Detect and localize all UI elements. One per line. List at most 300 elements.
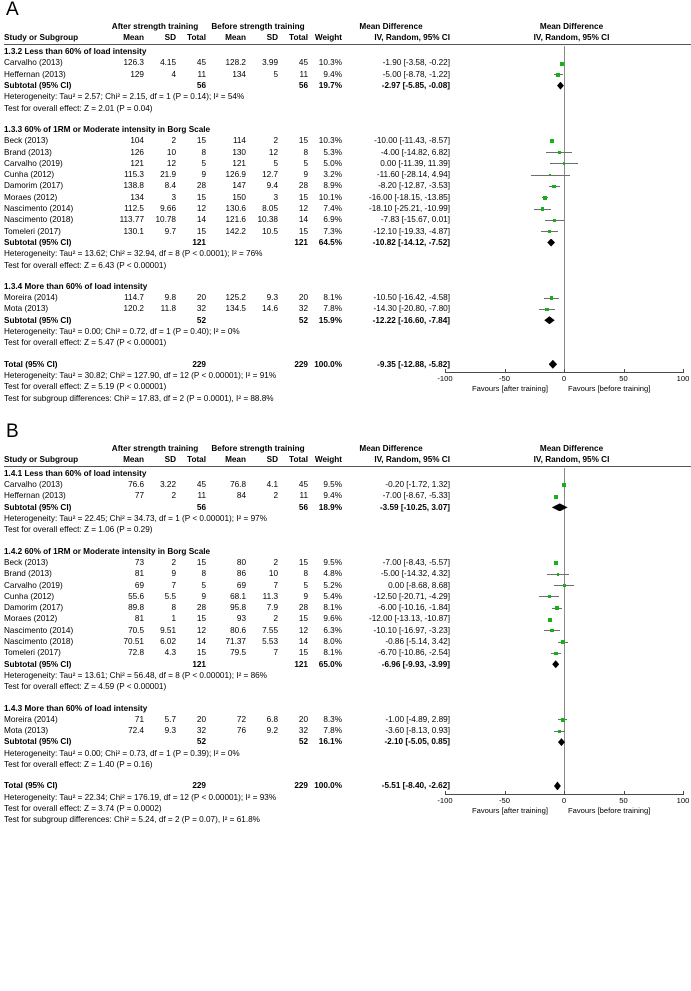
- subgroup-heterogeneity: Heterogeneity: Tau² = 2.57; Chi² = 2.15, df = 1 (P = 0.14); I² = 54%: [4, 92, 245, 102]
- study-total-before: 9: [303, 170, 308, 180]
- subgroup-overall-effect: Test for overall effect: Z = 1.06 (P = 0.29): [4, 525, 153, 535]
- study-sd-before: 10.5: [262, 226, 278, 236]
- table-row: [0, 32, 691, 44]
- study-name: Nascimento (2014): [4, 625, 74, 635]
- study-mean-after: 89.8: [128, 603, 144, 613]
- table-row: [0, 381, 691, 392]
- study-mean-after: 81: [134, 614, 144, 624]
- study-total-before: 11: [299, 491, 308, 501]
- study-sd-before: 7.55: [262, 625, 278, 635]
- table-row: [0, 814, 691, 825]
- study-weight: 9.4%: [323, 491, 342, 501]
- study-weight: 8.1%: [323, 648, 342, 658]
- table-row: [0, 214, 691, 225]
- study-total-after: 5: [201, 158, 206, 168]
- study-name: Cunha (2012): [4, 170, 55, 180]
- table-row: [0, 748, 691, 759]
- study-total-before: 28: [298, 603, 308, 613]
- header-effect-ci: IV, Random, 95% CI: [374, 454, 450, 464]
- study-mean-before: 134: [232, 69, 246, 79]
- subgroup-heading: 1.4.1 Less than 60% of load intensity: [4, 468, 147, 478]
- study-sd-after: 5.7: [164, 714, 176, 724]
- subgroup-heading: 1.4.3 More than 60% of load intensity: [4, 703, 148, 713]
- subgroup-heading: 1.3.2 Less than 60% of load intensity: [4, 47, 147, 57]
- study-sd-before: 14.6: [262, 304, 278, 314]
- study-effect-ci: -8.20 [-12.87, -3.53]: [378, 181, 450, 191]
- header-plot-effect-ci: IV, Random, 95% CI: [533, 454, 610, 464]
- study-weight: 6.9%: [323, 215, 342, 225]
- study-mean-after: 121: [130, 158, 144, 168]
- study-sd-after: 2: [171, 557, 176, 567]
- study-name: Nascimento (2018): [4, 637, 74, 647]
- panel-gap: [0, 408, 691, 422]
- study-total-after: 20: [196, 293, 206, 303]
- x-axis-tick-label: -50: [499, 795, 510, 805]
- study-total-after: 8: [201, 569, 206, 579]
- study-effect-ci: -4.00 [-14.82, 6.82]: [380, 147, 450, 157]
- study-weight: 5.3%: [323, 147, 342, 157]
- subtotal-effect-ci: -2.97 [-5.85, -0.08]: [381, 81, 450, 90]
- study-total-after: 9: [201, 591, 206, 601]
- study-total-before: 8: [303, 569, 308, 579]
- study-weight: 8.1%: [323, 603, 342, 613]
- subgroup-heterogeneity: Heterogeneity: Tau² = 0.00; Chi² = 0.73, df = 1 (P = 0.39); I² = 0%: [4, 748, 240, 758]
- study-total-after: 9: [201, 170, 206, 180]
- study-name: Moraes (2012): [4, 192, 58, 202]
- study-name: Beck (2013): [4, 557, 49, 567]
- study-total-after: 11: [197, 69, 206, 79]
- header-study-or-subgroup: Study or Subgroup: [4, 33, 79, 42]
- study-total-before: 32: [298, 726, 308, 736]
- study-weight: 7.4%: [323, 204, 342, 213]
- study-effect-ci: -1.00 [-4.89, 2.89]: [385, 714, 450, 724]
- study-mean-before: 86: [236, 569, 246, 579]
- header-group-after: After strength training: [111, 22, 199, 31]
- study-effect-ci: -14.30 [-20.80, -7.80]: [373, 304, 450, 314]
- study-sd-before: 6.8: [266, 714, 278, 724]
- study-sd-before: 7: [273, 648, 278, 658]
- table-row: [0, 524, 691, 535]
- header-sd-before: SD: [266, 33, 278, 42]
- header-total-before: Total: [289, 454, 308, 464]
- study-mean-after: 104: [130, 136, 144, 146]
- study-mean-before: 126.9: [225, 170, 246, 180]
- study-mean-after: 134: [130, 192, 144, 202]
- study-mean-before: 71.37: [225, 637, 246, 647]
- study-total-before: 12: [298, 625, 308, 635]
- study-name: Heffernan (2013): [4, 491, 66, 501]
- table-row: [0, 636, 691, 647]
- study-sd-before: 2: [273, 557, 278, 567]
- study-sd-before: 7.9: [266, 603, 278, 613]
- subtotal-label: Subtotal (95% CI): [4, 737, 72, 747]
- header-mean-before: Mean: [225, 454, 246, 464]
- table-row: [0, 315, 691, 326]
- study-sd-before: 2: [273, 614, 278, 624]
- study-sd-after: 5.5: [164, 591, 176, 601]
- study-effect-ci: -6.00 [-10.16, -1.84]: [378, 603, 450, 613]
- table-row: [0, 147, 691, 158]
- study-name: Nascimento (2014): [4, 204, 74, 213]
- study-total-before: 15: [298, 614, 308, 624]
- study-mean-after: 81: [134, 569, 144, 579]
- subtotal-total-after: 121: [192, 237, 206, 247]
- table-row: [0, 591, 691, 602]
- subtotal-effect-ci: -12.22 [-16.60, -7.84]: [372, 315, 450, 325]
- study-effect-ci: -1.90 [-3.58, -0.22]: [382, 58, 450, 68]
- study-mean-after: 69: [134, 580, 144, 590]
- table-row: [0, 80, 691, 91]
- subtotal-total-after: 56: [196, 502, 206, 512]
- study-weight: 8.9%: [323, 181, 342, 191]
- table-row: [0, 443, 691, 454]
- panel-a: [0, 0, 691, 408]
- study-total-before: 45: [298, 58, 308, 68]
- study-total-before: 15: [298, 557, 308, 567]
- forest-table-b: [0, 443, 691, 830]
- subtotal-total-before: 121: [294, 237, 308, 247]
- subgroup-overall-effect: Test for overall effect: Z = 5.47 (P < 0.00001): [4, 338, 167, 348]
- study-name: Brand (2013): [4, 569, 52, 579]
- total-total-before: 229: [294, 781, 308, 791]
- study-mean-after: 70.5: [128, 625, 144, 635]
- study-name: Brand (2013): [4, 147, 52, 157]
- table-row: [0, 647, 691, 658]
- study-total-before: 15: [298, 192, 308, 202]
- x-axis-tick-label: 100: [676, 795, 690, 805]
- study-mean-after: 115.3: [124, 170, 144, 180]
- header-effect-ci: IV, Random, 95% CI: [374, 33, 450, 42]
- study-total-before: 15: [298, 648, 308, 658]
- study-sd-before: 4.1: [266, 480, 278, 490]
- study-sd-after: 9.66: [160, 204, 176, 213]
- study-sd-after: 6.02: [160, 637, 176, 647]
- header-weight: Weight: [314, 454, 342, 464]
- study-mean-before: 130: [232, 147, 246, 157]
- study-weight: 3.2%: [323, 170, 342, 180]
- study-mean-after: 76.6: [128, 480, 144, 490]
- table-row: [0, 271, 691, 281]
- study-total-before: 15: [298, 136, 308, 146]
- table-row: [0, 248, 691, 259]
- study-total-after: 11: [197, 491, 206, 501]
- subgroup-heterogeneity: Heterogeneity: Tau² = 13.61; Chi² = 56.48, df = 8 (P < 0.00001); I² = 86%: [4, 670, 268, 680]
- study-name: Tomeleri (2017): [4, 226, 61, 236]
- study-weight: 7.3%: [323, 226, 342, 236]
- study-total-after: 12: [196, 625, 206, 635]
- study-total-after: 15: [196, 136, 206, 146]
- study-effect-ci: -10.10 [-16.97, -3.23]: [373, 625, 450, 635]
- study-sd-before: 9.2: [266, 726, 278, 736]
- total-total-before: 229: [294, 359, 308, 369]
- study-sd-before: 9.4: [266, 181, 278, 191]
- table-row: [0, 192, 691, 203]
- table-row: [0, 670, 691, 681]
- study-sd-after: 12: [166, 158, 176, 168]
- study-sd-before: 3: [273, 192, 278, 202]
- subtotal-weight: 16.1%: [318, 737, 342, 747]
- study-weight: 10.3%: [318, 58, 342, 68]
- favours-left-label: Favours [after training]: [472, 805, 548, 815]
- study-effect-ci: -10.00 [-11.43, -8.57]: [374, 136, 450, 146]
- study-sd-before: 11.3: [262, 591, 278, 601]
- study-weight: 5.2%: [323, 580, 342, 590]
- table-row: [0, 502, 691, 513]
- subtotal-label: Subtotal (95% CI): [4, 237, 72, 247]
- study-total-before: 32: [298, 304, 308, 314]
- study-total-after: 15: [196, 192, 206, 202]
- subgroup-overall-effect: Test for overall effect: Z = 2.01 (P = 0.04): [4, 103, 153, 113]
- table-row: [0, 513, 691, 524]
- study-sd-before: 12: [268, 147, 278, 157]
- table-row: [0, 69, 691, 80]
- favours-right-label: Favours [before training]: [568, 383, 651, 393]
- study-weight: 5.0%: [323, 158, 342, 168]
- study-mean-after: 70.51: [123, 637, 144, 647]
- study-total-after: 15: [196, 226, 206, 236]
- study-total-before: 14: [298, 637, 308, 647]
- table-row: [0, 114, 691, 124]
- total-overall-effect: Test for overall effect: Z = 5.19 (P < 0.00001): [4, 382, 167, 392]
- table-row: [0, 557, 691, 568]
- study-mean-before: 79.5: [230, 648, 246, 658]
- total-label: Total (95% CI): [4, 781, 58, 791]
- total-weight: 100.0%: [314, 781, 342, 791]
- study-name: Mota (2013): [4, 304, 49, 314]
- study-total-after: 12: [196, 204, 206, 213]
- study-effect-ci: -5.00 [-14.32, 4.32]: [380, 569, 450, 579]
- study-name: Tomeleri (2017): [4, 648, 61, 658]
- subtotal-effect-ci: -3.59 [-10.25, 3.07]: [379, 502, 450, 512]
- table-row: [0, 292, 691, 303]
- study-sd-after: 8.4: [164, 181, 176, 191]
- study-total-after: 32: [196, 726, 206, 736]
- study-sd-after: 21.9: [160, 170, 176, 180]
- study-mean-before: 95.8: [230, 603, 246, 613]
- study-effect-ci: -12.50 [-20.71, -4.29]: [373, 591, 450, 601]
- subgroup-heading: 1.4.2 60% of 1RM or Moderate intensity in Borg Scale: [4, 546, 211, 556]
- header-mean-difference: Mean Difference: [359, 443, 423, 453]
- study-mean-after: 138.8: [123, 181, 144, 191]
- study-mean-before: 68.1: [230, 591, 246, 601]
- panel-letter-a: A: [6, 0, 19, 20]
- study-effect-ci: -12.10 [-19.33, -4.87]: [373, 226, 450, 236]
- subtotal-effect-ci: -2.10 [-5.05, 0.85]: [384, 737, 450, 747]
- header-group-before: Before strength training: [211, 443, 305, 453]
- study-weight: 6.3%: [323, 625, 342, 635]
- study-total-after: 15: [196, 648, 206, 658]
- table-row: [0, 326, 691, 337]
- study-name: Beck (2013): [4, 136, 49, 146]
- study-name: Moreira (2014): [4, 714, 58, 724]
- total-label: Total (95% CI): [4, 359, 58, 369]
- subtotal-total-after: 52: [196, 737, 206, 747]
- study-sd-after: 10.78: [155, 215, 176, 225]
- study-total-before: 45: [298, 480, 308, 490]
- study-total-after: 5: [201, 580, 206, 590]
- study-sd-after: 2: [171, 136, 176, 146]
- table-row: [0, 281, 691, 292]
- study-total-before: 5: [303, 580, 308, 590]
- study-weight: 8.1%: [323, 293, 342, 303]
- subtotal-weight: 15.9%: [318, 315, 342, 325]
- study-weight: 9.5%: [323, 557, 342, 567]
- table-row: [0, 693, 691, 703]
- subgroup-heterogeneity: Heterogeneity: Tau² = 13.62; Chi² = 32.94, df = 8 (P < 0.0001); I² = 76%: [4, 249, 263, 259]
- study-name: Carvalho (2019): [4, 158, 63, 168]
- study-sd-after: 10: [166, 147, 176, 157]
- study-sd-before: 5: [273, 158, 278, 168]
- study-mean-before: 84: [236, 491, 246, 501]
- header-weight: Weight: [314, 33, 342, 42]
- subtotal-label: Subtotal (95% CI): [4, 502, 72, 512]
- study-total-before: 5: [303, 158, 308, 168]
- subgroup-overall-effect: Test for overall effect: Z = 4.59 (P < 0.00001): [4, 682, 167, 692]
- x-axis-tick-label: 50: [619, 795, 628, 805]
- study-total-before: 9: [303, 591, 308, 601]
- study-total-before: 11: [299, 69, 308, 79]
- study-total-after: 15: [196, 557, 206, 567]
- subtotal-weight: 64.5%: [318, 237, 342, 247]
- subtotal-weight: 19.7%: [318, 81, 342, 90]
- study-mean-after: 129: [130, 69, 144, 79]
- study-mean-before: 93: [236, 614, 246, 624]
- table-row: [0, 454, 691, 466]
- study-total-after: 14: [196, 215, 206, 225]
- subtotal-weight: 65.0%: [318, 659, 342, 669]
- study-total-after: 14: [196, 637, 206, 647]
- total-overall-effect: Test for overall effect: Z = 3.74 (P = 0.0002): [4, 803, 162, 813]
- study-sd-before: 5.53: [262, 637, 278, 647]
- study-total-before: 8: [303, 147, 308, 157]
- total-weight: 100.0%: [314, 359, 342, 369]
- study-sd-after: 1: [171, 614, 176, 624]
- total-heterogeneity: Heterogeneity: Tau² = 30.82; Chi² = 127.90, df = 12 (P < 0.00001); I² = 91%: [4, 370, 277, 380]
- study-sd-before: 10.38: [257, 215, 278, 225]
- study-mean-after: 71: [134, 714, 144, 724]
- header-mean-before: Mean: [225, 33, 246, 42]
- total-total-after: 229: [192, 781, 206, 791]
- study-sd-after: 3.22: [160, 480, 176, 490]
- study-weight: 9.6%: [323, 614, 342, 624]
- table-row: [0, 91, 691, 102]
- subtotal-total-after: 121: [192, 659, 206, 669]
- table-row: [0, 770, 691, 780]
- table-row: [0, 468, 691, 479]
- table-row: [0, 759, 691, 770]
- header-study-or-subgroup: Study or Subgroup: [4, 454, 79, 464]
- study-sd-before: 2: [273, 491, 278, 501]
- x-axis-tick-label: 100: [676, 373, 690, 383]
- study-total-after: 45: [196, 480, 206, 490]
- table-row: [0, 124, 691, 135]
- study-mean-after: 120.2: [123, 304, 144, 314]
- study-effect-ci: -18.10 [-25.21, -10.99]: [368, 204, 450, 213]
- subtotal-label: Subtotal (95% CI): [4, 315, 72, 325]
- study-sd-after: 9.3: [164, 726, 176, 736]
- study-total-after: 20: [196, 714, 206, 724]
- study-weight: 8.3%: [323, 714, 342, 724]
- table-row: [0, 158, 691, 169]
- study-mean-after: 112.5: [124, 204, 144, 213]
- header-sd-after: SD: [164, 454, 176, 464]
- study-mean-before: 114: [232, 136, 246, 146]
- table-row: [0, 659, 691, 670]
- study-mean-before: 147: [232, 181, 246, 191]
- header-plot-effect-ci: IV, Random, 95% CI: [533, 33, 610, 42]
- study-name: Carvalho (2013): [4, 480, 63, 490]
- table-row: [0, 703, 691, 714]
- table-row: [0, 479, 691, 490]
- table-row: [0, 359, 691, 370]
- study-total-after: 28: [196, 603, 206, 613]
- study-sd-after: 9.51: [160, 625, 176, 635]
- study-name: Carvalho (2019): [4, 580, 63, 590]
- study-total-before: 15: [298, 226, 308, 236]
- subgroup-heterogeneity: Heterogeneity: Tau² = 22.45; Chi² = 34.73, df = 1 (P < 0.00001); I² = 97%: [4, 514, 268, 524]
- study-total-before: 20: [298, 714, 308, 724]
- study-total-after: 45: [196, 58, 206, 68]
- subtotal-label: Subtotal (95% CI): [4, 81, 72, 90]
- study-total-before: 20: [298, 293, 308, 303]
- subgroup-heading: 1.3.3 60% of 1RM or Moderate intensity in Borg Scale: [4, 124, 211, 134]
- x-axis-tick-label: -100: [437, 373, 453, 383]
- study-mean-after: 114.7: [124, 293, 144, 303]
- study-sd-before: 7: [273, 580, 278, 590]
- study-mean-before: 128.2: [225, 58, 246, 68]
- table-row: [0, 792, 691, 803]
- panel-b: [0, 422, 691, 830]
- subtotal-effect-ci: -10.82 [-14.12, -7.52]: [372, 237, 450, 247]
- study-sd-before: 12.7: [262, 170, 278, 180]
- study-name: Cunha (2012): [4, 591, 55, 601]
- table-row: [0, 780, 691, 791]
- study-mean-before: 121: [232, 158, 246, 168]
- header-mean-after: Mean: [123, 33, 144, 42]
- study-mean-before: 150: [232, 192, 246, 202]
- total-effect-ci: -5.51 [-8.40, -2.62]: [381, 781, 450, 791]
- study-effect-ci: -10.50 [-16.42, -4.58]: [373, 293, 450, 303]
- header-total-before: Total: [289, 33, 308, 42]
- study-sd-before: 2: [273, 136, 278, 146]
- study-name: Damorim (2017): [4, 181, 64, 191]
- table-row: [0, 370, 691, 381]
- study-sd-before: 3.99: [262, 58, 278, 68]
- header-sd-after: SD: [164, 33, 176, 42]
- study-mean-after: 126: [130, 147, 144, 157]
- study-effect-ci: 0.00 [-11.39, 11.39]: [380, 158, 450, 168]
- header-rule: [4, 466, 691, 467]
- study-sd-after: 3: [171, 192, 176, 202]
- table-row: [0, 203, 691, 214]
- study-sd-after: 4: [171, 69, 176, 79]
- table-row: [0, 349, 691, 359]
- subtotal-label: Subtotal (95% CI): [4, 659, 72, 669]
- study-weight: 8.0%: [323, 637, 342, 647]
- study-total-before: 12: [298, 204, 308, 213]
- header-group-after: After strength training: [111, 443, 199, 453]
- study-effect-ci: -0.20 [-1.72, 1.32]: [385, 480, 450, 490]
- table-row: [0, 602, 691, 613]
- subtotal-total-after: 56: [196, 81, 206, 90]
- study-sd-after: 7: [171, 580, 176, 590]
- subtotal-total-before: 121: [294, 659, 308, 669]
- study-mean-after: 73: [134, 557, 144, 567]
- total-heterogeneity: Heterogeneity: Tau² = 22.34; Chi² = 176.19, df = 12 (P < 0.00001); I² = 93%: [4, 792, 277, 802]
- table-row: [0, 490, 691, 501]
- study-sd-before: 9.3: [266, 293, 278, 303]
- study-effect-ci: -3.60 [-8.13, 0.93]: [385, 726, 450, 736]
